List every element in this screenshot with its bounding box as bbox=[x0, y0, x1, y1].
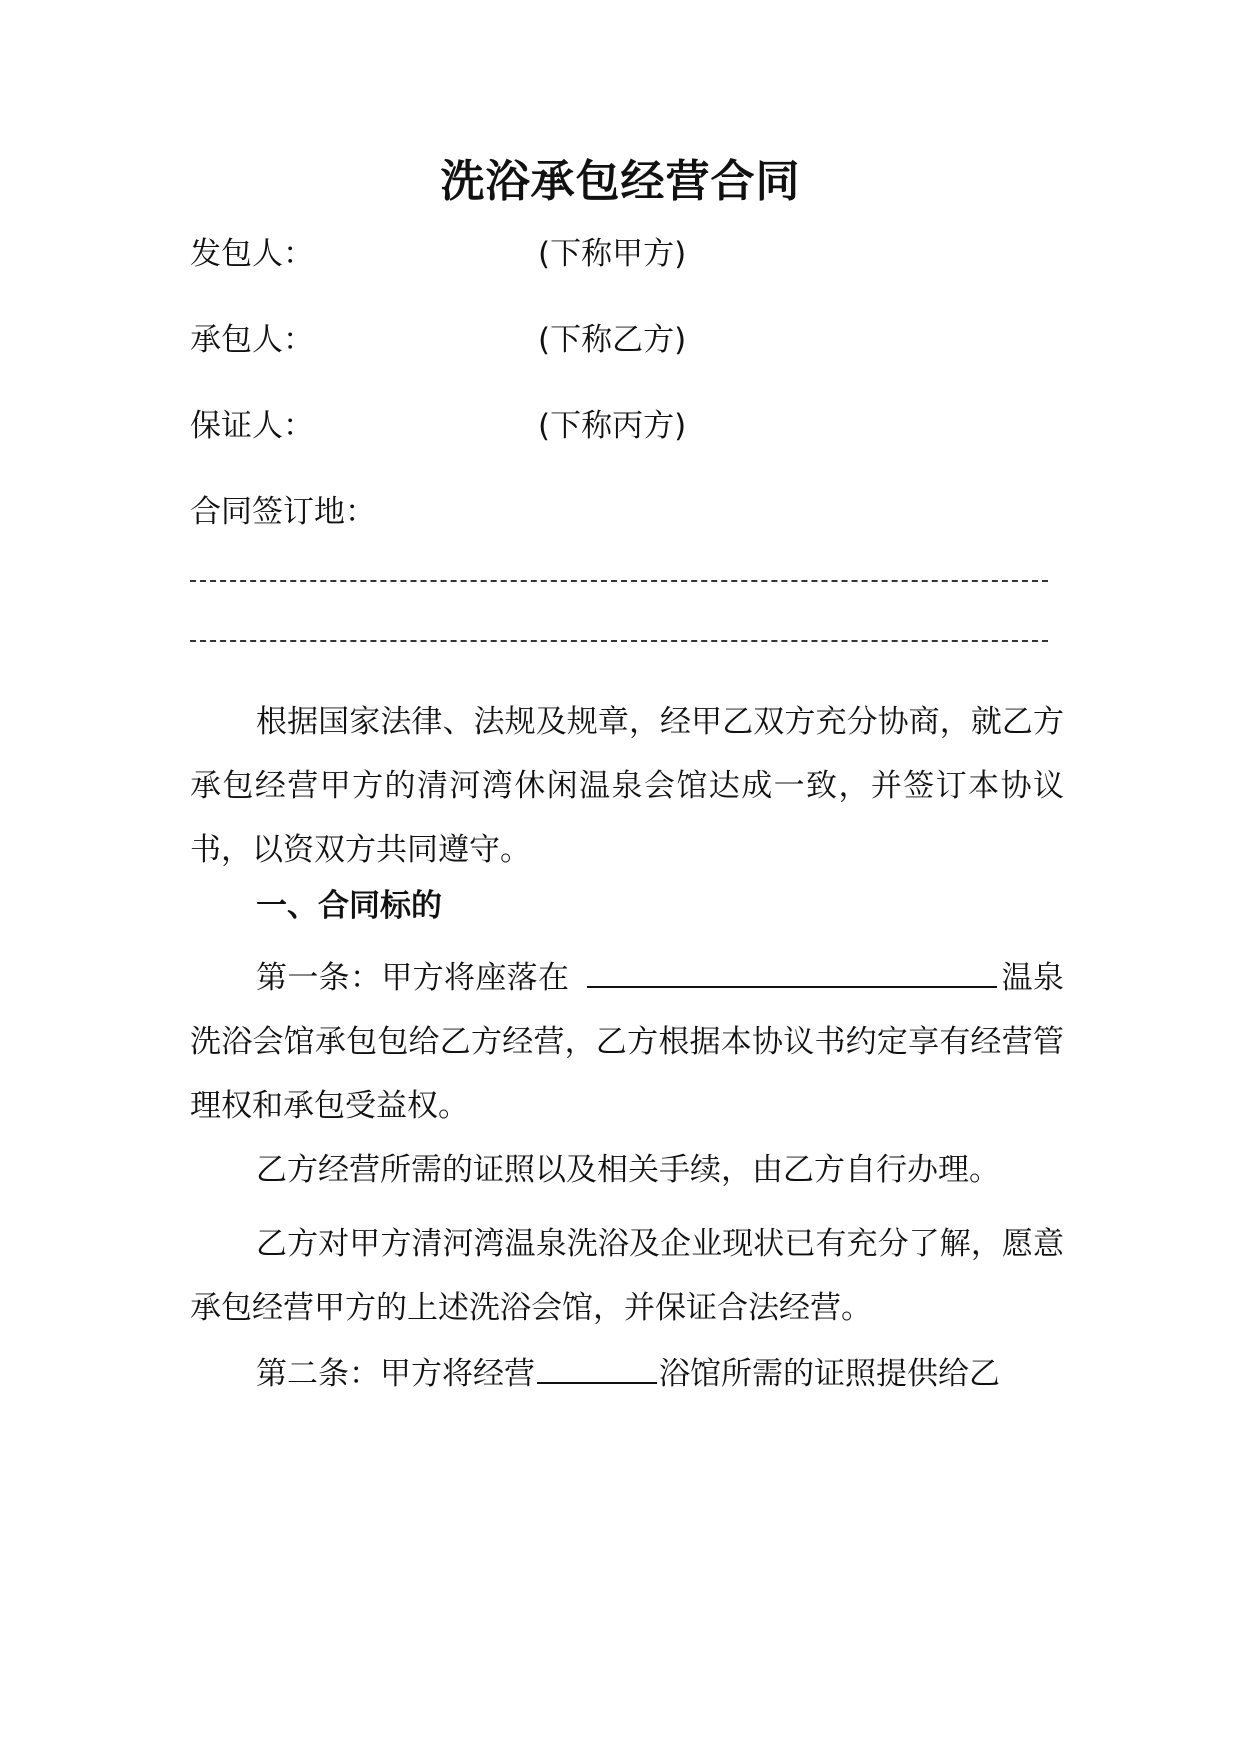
article-2-rest: 浴馆所需的证照提供给乙 bbox=[659, 1356, 1000, 1392]
understanding-paragraph: 乙方对甲方清河湾温泉洗浴及企业现状已有充分了解，愿意承包经营甲方的上述洗浴会馆，并保证合法经营。 bbox=[190, 1226, 1064, 1326]
signing-place-label: 合同签订地： bbox=[190, 494, 376, 530]
article-2-lead: 第二条：甲方将经营 bbox=[256, 1356, 535, 1392]
article-1-paragraph bbox=[190, 946, 1064, 1138]
party-label: 承包人： bbox=[190, 322, 314, 358]
party-role: (下称乙方) bbox=[538, 322, 687, 358]
party-role: (下称甲方) bbox=[538, 236, 687, 272]
preamble-paragraph: 根据国家法律、法规及规章，经甲乙双方充分协商，就乙方承包经营甲方的清河湾休闲温泉会馆达成一致，并签订本协议书，以资双方共同遵守。 bbox=[190, 704, 1064, 868]
party-role: (下称丙方) bbox=[538, 408, 687, 444]
party-label: 保证人： bbox=[190, 408, 314, 444]
section-heading: 一、合同标的 bbox=[256, 888, 442, 924]
fill-in-blank bbox=[537, 1352, 657, 1384]
party-label: 发包人： bbox=[190, 236, 314, 272]
separator-dashed-line bbox=[190, 640, 1048, 642]
separator-dashed-line bbox=[190, 580, 1048, 582]
article-1-rest: 温泉洗浴会馆承包包给乙方经营，乙方根据本协议书约定享有经营管理权和承包受益权。 bbox=[190, 960, 1065, 1124]
article-1-lead: 第一条：甲方将座落在 bbox=[256, 960, 570, 996]
article-2-paragraph bbox=[190, 1342, 1064, 1406]
fill-in-blank bbox=[587, 956, 997, 988]
license-paragraph: 乙方经营所需的证照以及相关手续，由乙方自行办理。 bbox=[256, 1152, 1000, 1188]
document-title: 洗浴承包经营合同 bbox=[440, 156, 801, 207]
